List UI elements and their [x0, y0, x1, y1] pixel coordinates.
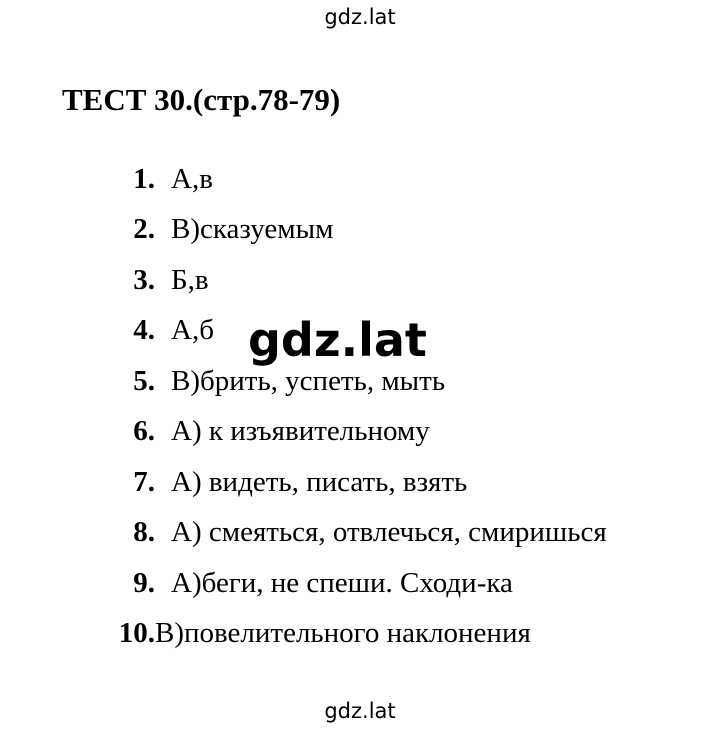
- answer-item-8: [110, 508, 607, 559]
- answer-number: 1.: [133, 162, 155, 195]
- answer-text: А,б: [171, 314, 214, 347]
- answer-text: А) видеть, писать, взять: [171, 465, 468, 498]
- answer-number: 2.: [133, 213, 155, 246]
- answer-text: Б,в: [171, 263, 209, 296]
- page-title: ТЕСТ 30.(стр.78-79): [62, 82, 341, 117]
- answer-list: [110, 154, 607, 659]
- answer-text: А,в: [171, 162, 213, 195]
- answer-text: В)брить, успеть, мыть: [171, 364, 446, 397]
- answer-item-9: [110, 558, 607, 609]
- answer-number: 5.: [133, 364, 155, 397]
- answer-number: 10.: [118, 617, 155, 650]
- watermark-center: gdz.lat: [248, 313, 427, 367]
- answer-item-10: [110, 609, 607, 660]
- answer-text: А)беги, не спеши. Сходи-ка: [171, 566, 513, 599]
- answer-item-2: [110, 205, 607, 256]
- answer-item-7: [110, 457, 607, 508]
- answer-item-1: [110, 154, 607, 205]
- answer-item-3: [110, 255, 607, 306]
- watermark-bottom: gdz.lat: [324, 699, 396, 723]
- answer-text: А) к изъявительному: [171, 415, 430, 448]
- answer-number: 9.: [133, 566, 155, 599]
- answer-text: В)сказуемым: [171, 213, 334, 246]
- answer-number: 4.: [133, 314, 155, 347]
- answer-number: 8.: [133, 516, 155, 549]
- answer-item-6: [110, 407, 607, 458]
- answer-number: 7.: [133, 465, 155, 498]
- answer-number: 3.: [133, 263, 155, 296]
- answer-text: А) смеяться, отвлечься, смиришься: [171, 516, 607, 549]
- answer-text: В)повелительного наклонения: [155, 617, 531, 650]
- answer-number: 6.: [133, 415, 155, 448]
- watermark-top: gdz.lat: [324, 5, 396, 29]
